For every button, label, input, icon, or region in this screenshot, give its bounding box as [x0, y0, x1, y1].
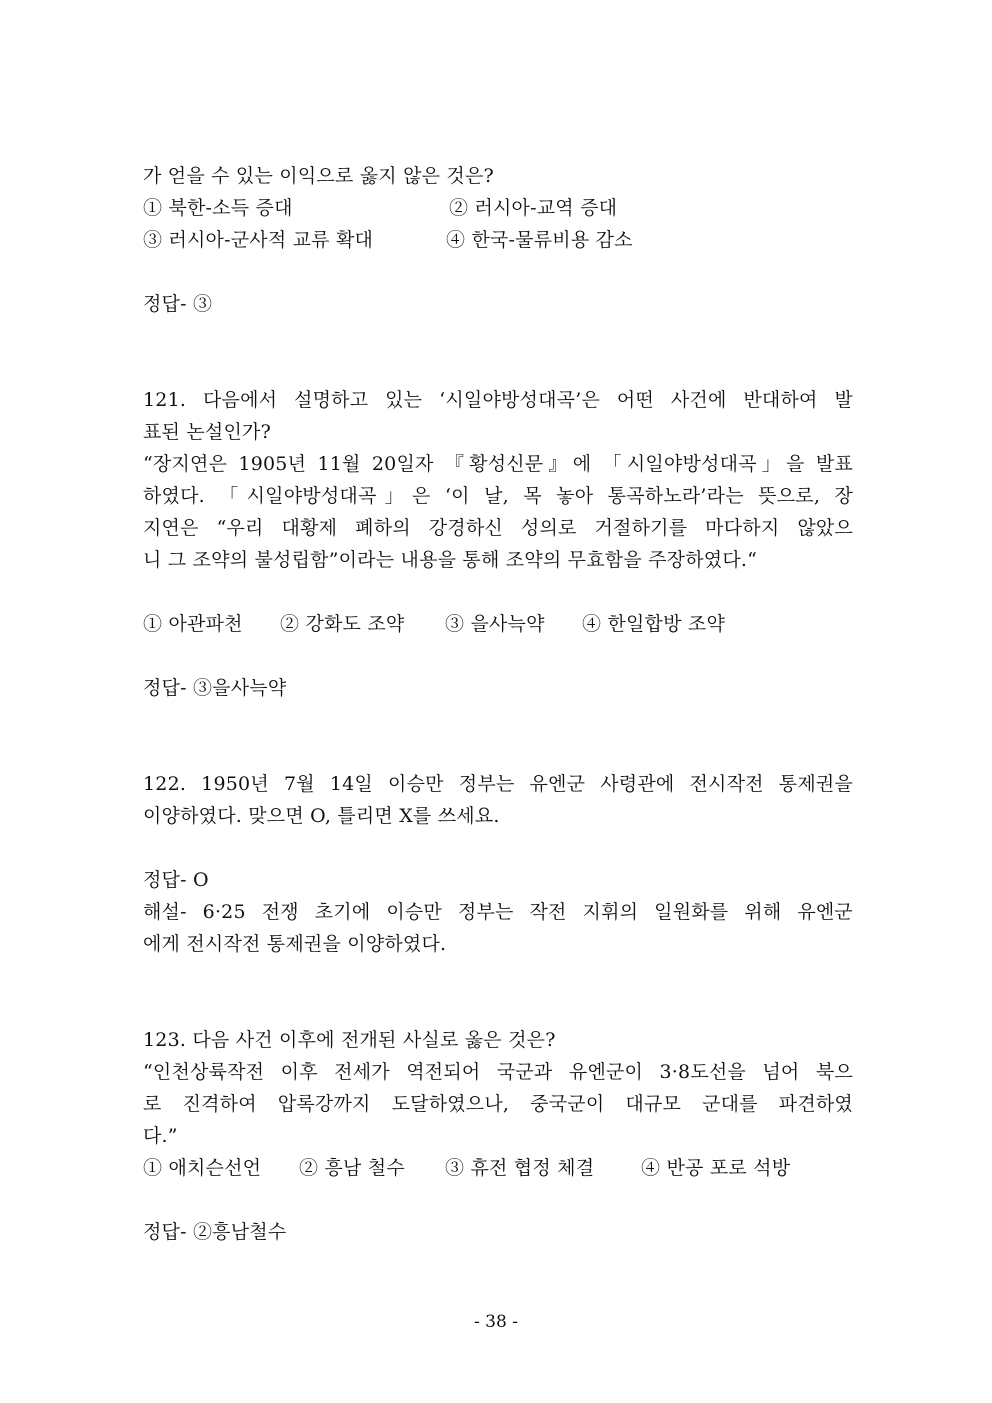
q121-quote-line-3: 지연은 “우리 대황제 폐하의 강경하신 성의로 거절하기를 마다하지 않았으 — [143, 517, 853, 539]
q121-question-line-1: 121. 다음에서 설명하고 있는 ‘시일야방성대곡’은 어떤 사건에 반대하여 발 — [143, 389, 853, 411]
q121-quote-line-1: “장지연은 1905년 11월 20일자 『황성신문』에 「시일야방성대곡」을 발표 — [143, 453, 853, 475]
q122-explanation-line-2: 에게 전시작전 통제권을 이양하였다. — [143, 933, 447, 955]
q120-option-2: ② 러시아-교역 증대 — [449, 197, 618, 219]
page-number: - 38 - — [474, 1312, 518, 1332]
q121-answer: 정답- ③을사늑약 — [143, 677, 287, 699]
q123-quote-line-1: “인천상륙작전 이후 전세가 역전되어 국군과 유엔군이 3·8도선을 넘어 북으 — [143, 1061, 853, 1083]
q122-answer: 정답- O — [143, 869, 209, 891]
q121-quote-line-4: 니 그 조약의 불성립함”이라는 내용을 통해 조약의 무효함을 주장하였다.“ — [143, 549, 758, 571]
q123-quote-line-2: 로 진격하여 압록강까지 도달하였으나, 중국군이 대규모 군대를 파견하였 — [143, 1093, 853, 1115]
q121-option-3: ③ 을사늑약 — [445, 613, 545, 635]
q120-option-4: ④ 한국-물류비용 감소 — [446, 229, 633, 251]
q123-option-4: ④ 반공 포로 석방 — [641, 1157, 791, 1179]
q121-question-line-2: 표된 논설인가? — [143, 421, 271, 443]
q122-question-line-2: 이양하였다. 맞으면 O, 틀리면 X를 쓰세요. — [143, 805, 500, 827]
q122-question-line-1: 122. 1950년 7월 14일 이승만 정부는 유엔군 사령관에 전시작전 통제권을 — [143, 773, 853, 795]
q121-option-4: ④ 한일합방 조약 — [582, 613, 726, 635]
q123-answer: 정답- ②흥남철수 — [143, 1221, 287, 1243]
q120-stem-end: 가 얻을 수 있는 이익으로 옳지 않은 것은? — [143, 165, 494, 187]
q123-option-1: ① 애치슨선언 — [143, 1157, 262, 1179]
q120-option-3: ③ 러시아-군사적 교류 확대 — [143, 229, 374, 251]
q123-option-3: ③ 휴전 협정 체결 — [445, 1157, 595, 1179]
q121-option-1: ① 아관파천 — [143, 613, 243, 635]
q123-quote-line-3: 다.” — [143, 1125, 178, 1147]
q120-option-1: ① 북한-소득 증대 — [143, 197, 293, 219]
q120-answer: 정답- ③ — [143, 293, 213, 315]
q122-explanation-line-1: 해설- 6·25 전쟁 초기에 이승만 정부는 작전 지휘의 일원화를 위해 유엔군 — [143, 901, 853, 923]
q121-quote-line-2: 하였다. 「시일야방성대곡」은 ‘이 날, 목 놓아 통곡하노라’라는 뜻으로, 장 — [143, 485, 853, 507]
q123-option-2: ② 흥남 철수 — [299, 1157, 405, 1179]
q121-option-2: ② 강화도 조약 — [280, 613, 405, 635]
q123-question-line-1: 123. 다음 사건 이후에 전개된 사실로 옳은 것은? — [143, 1029, 556, 1051]
